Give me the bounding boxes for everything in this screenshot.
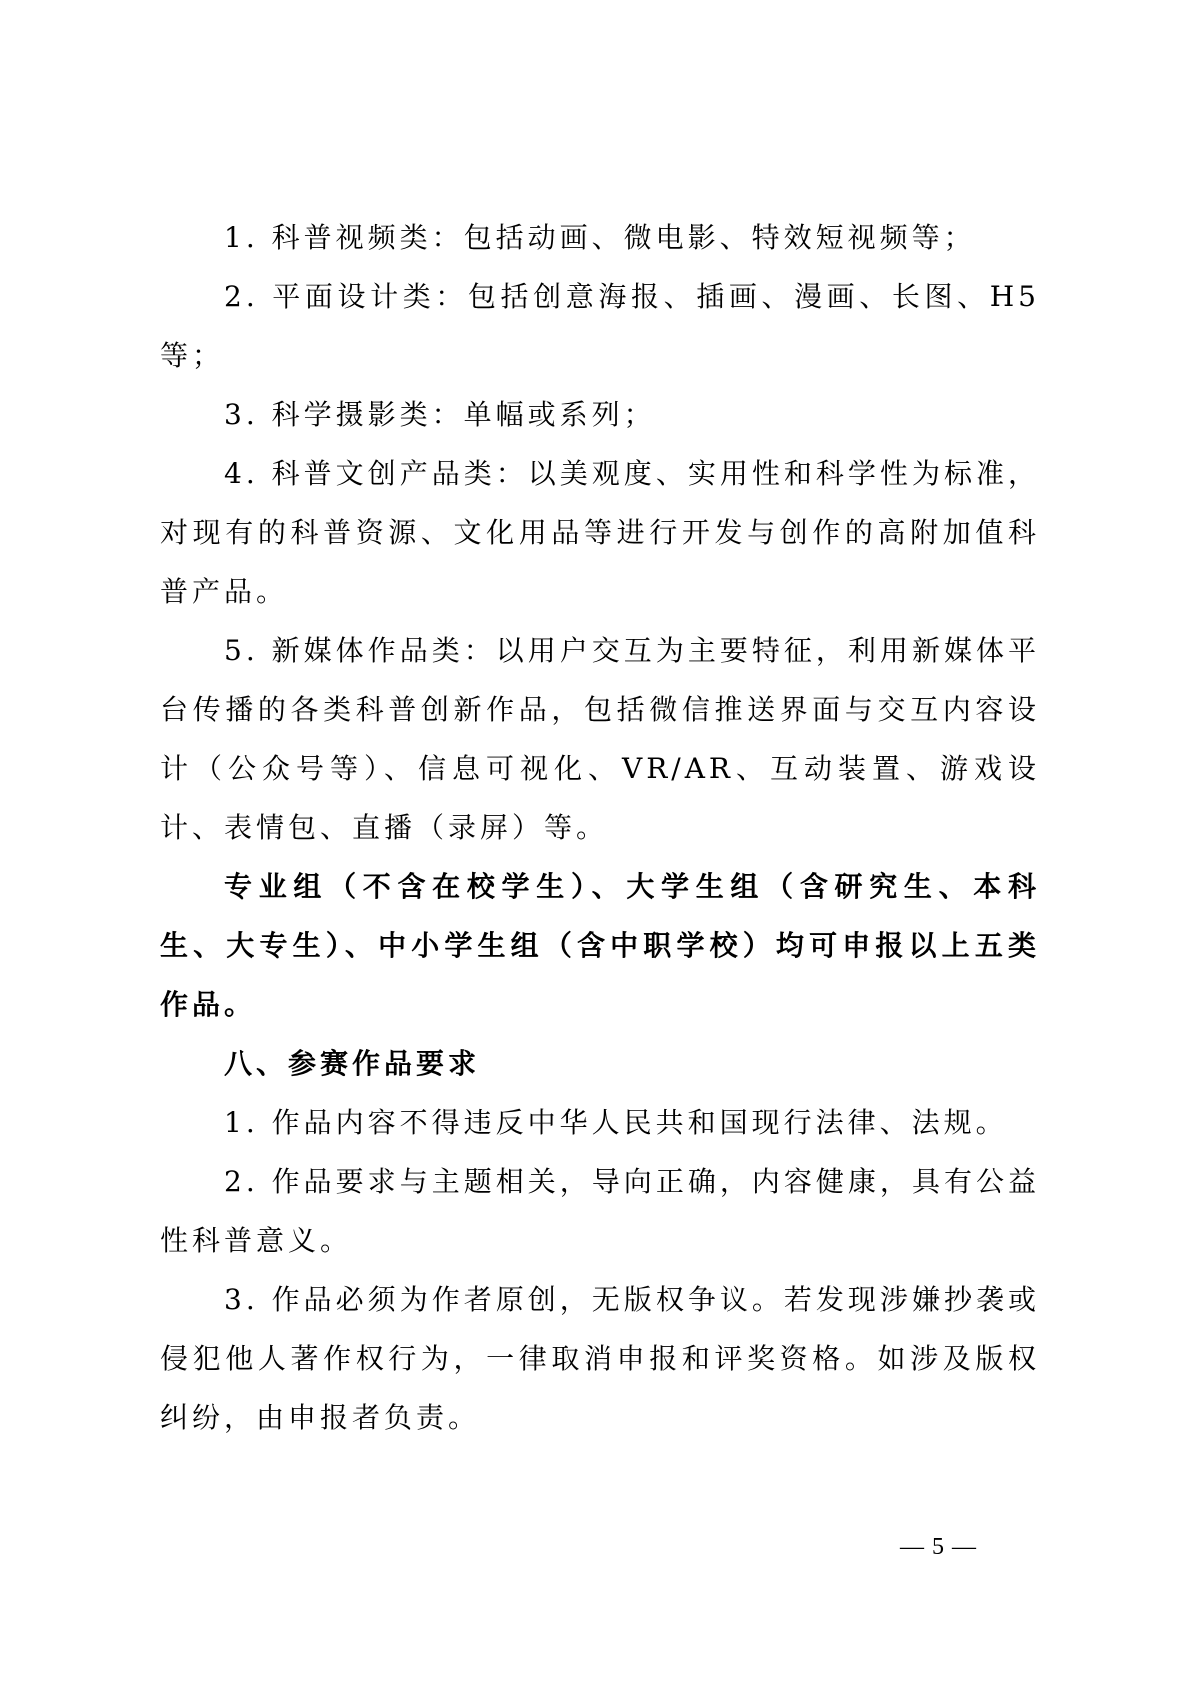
page-body: [160, 208, 1040, 1447]
category-item-science-photography: 3. 科学摄影类：单幅或系列；: [224, 398, 656, 431]
requirement-item-originality: 3. 作品必须为作者原创，无版权争议。若发现涉嫌抄袭或侵犯他人著作权行为，一律取消申报和评奖资格。如涉及版权纠纷，由申报者负责。: [160, 1283, 1040, 1434]
requirement-item-theme: 2. 作品要求与主题相关，导向正确，内容健康，具有公益性科普意义。: [160, 1165, 1040, 1257]
category-item-new-media: 5. 新媒体作品类：以用户交互为主要特征，利用新媒体平台传播的各类科普创新作品，包括微信推送界面与交互内容设计（公众号等）、信息可视化、VR/AR、互动装置、游戏设计、表情包、直播（录屏）等。: [160, 634, 1040, 844]
requirement-item-legal: 1. 作品内容不得违反中华人民共和国现行法律、法规。: [224, 1106, 1008, 1139]
category-item-creative-products: 4. 科普文创产品类：以美观度、实用性和科学性为标准，对现有的科普资源、文化用品等进行开发与创作的高附加值科普产品。: [160, 457, 1040, 608]
page-number: — 5 —: [900, 1534, 977, 1560]
category-item-science-video: 1. 科普视频类：包括动画、微电影、特效短视频等；: [224, 221, 976, 254]
section-heading-entry-requirements: 八、参赛作品要求: [224, 1047, 481, 1080]
eligible-groups-note: 专业组（不含在校学生）、大学生组（含研究生、本科生、大专生）、中小学生组（含中职学校）均可申报以上五类作品。: [160, 870, 1040, 1021]
category-item-graphic-design: 2. 平面设计类：包括创意海报、插画、漫画、长图、H5等；: [160, 280, 1040, 372]
